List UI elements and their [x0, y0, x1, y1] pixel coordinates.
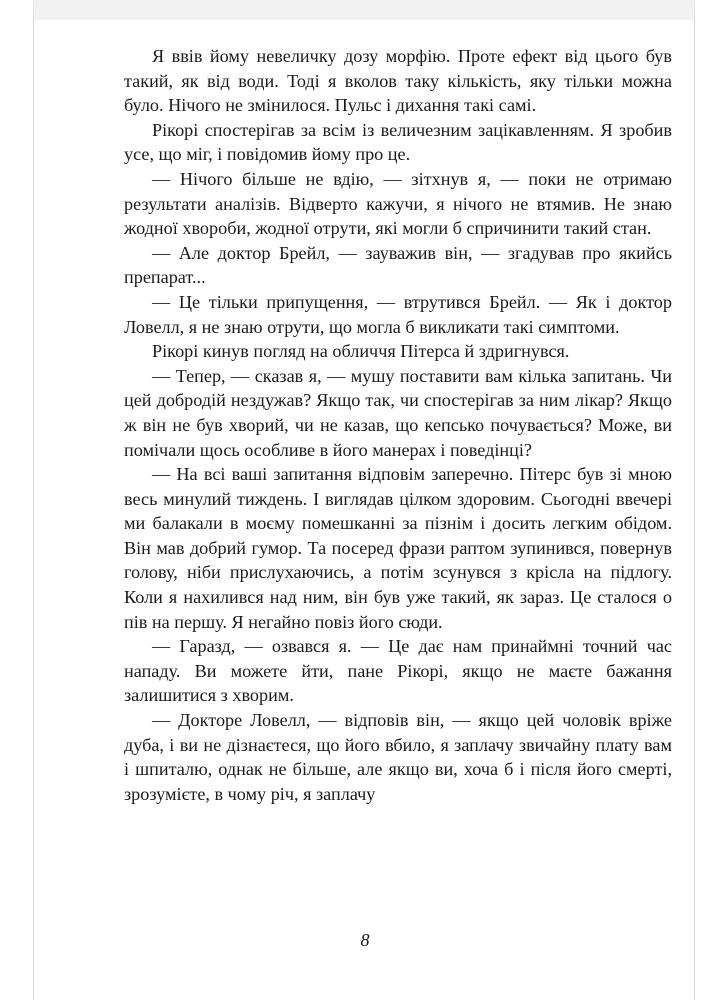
- paragraph: — Гаразд, — озвався я. — Це дає нам принаймні точний час нападу. Ви можете йти, пане Рікорі, якщо не маєте бажання залишитися з хворим.: [124, 636, 672, 706]
- paragraph: — Нічого більше не вдію, — зітхнув я, — поки не отримаю результати аналізів. Відверто кажучи, я нічого не втямив. Не знаю жодної хвороби, жодної отрути, які могли б спричинити такий стан.: [124, 168, 672, 239]
- paragraph: Я ввів йому невеличку дозу морфію. Проте ефект від цього був такий, як від води. Тоді я вколов таку кількість, яку тільки можна було. Нічого не змінилося. Пульс і дихання такі самі.: [124, 46, 672, 116]
- paragraph: — Але доктор Брейл, — зауважив він, — згадував про якийсь препарат...: [124, 242, 672, 288]
- paragraph: — На всі ваші запитання відповім заперечно. Пітерс був зі мною весь минулий тиждень. І виглядав цілком здоровим. Сьогодні ввечері ми балакали в моєму помешканні за пізнім і досить легким обідом. Він мав добрий гумор. Та посеред фрази раптом зупинився, повернув голову, ніби прислухаючись, а потім зсунувся з крісла на підлогу. Коли я нахилився над ним, він був уже такий, як зараз. Це сталося о пів на першу. Я негайно повіз його сюди.: [124, 464, 672, 632]
- paragraph: — Докторе Ловелл, — відповів він, — якщо цей чоловік вріже дуба, і ви не дізнаєтеся, що його вбило, я заплачу звичайну плату вам і шпиталю, однак не більше, але якщо ви, хоча б і після його смерті, зрозумієте, в чому річ, я заплачу: [124, 710, 672, 804]
- paragraph: Рікорі кинув погляд на обличчя Пітерса й здригнувся.: [152, 341, 570, 362]
- page-number: 8: [360, 930, 370, 950]
- paragraph: — Це тільки припущення, — втрутився Брейл. — Як і доктор Ловелл, я не знаю отрути, що могла б викликати такі симптоми.: [124, 291, 672, 337]
- paragraph: — Тепер, — сказав я, — мушу поставити вам кілька запитань. Чи цей добродій нездужав? Якщо так, чи спостерігав за ним лікар? Якщо ж він не був хворий, чи не казав, що кепсько почувається? Може, ви помічали щось особливе в його манерах і поведінці?: [124, 365, 672, 460]
- page-text: [124, 44, 672, 806]
- book-page: [33, 0, 695, 1000]
- paragraph: Рікорі спостерігав за всім із величезним зацікавленням. Я зробив усе, що міг, і повідомив йому про це.: [124, 119, 672, 165]
